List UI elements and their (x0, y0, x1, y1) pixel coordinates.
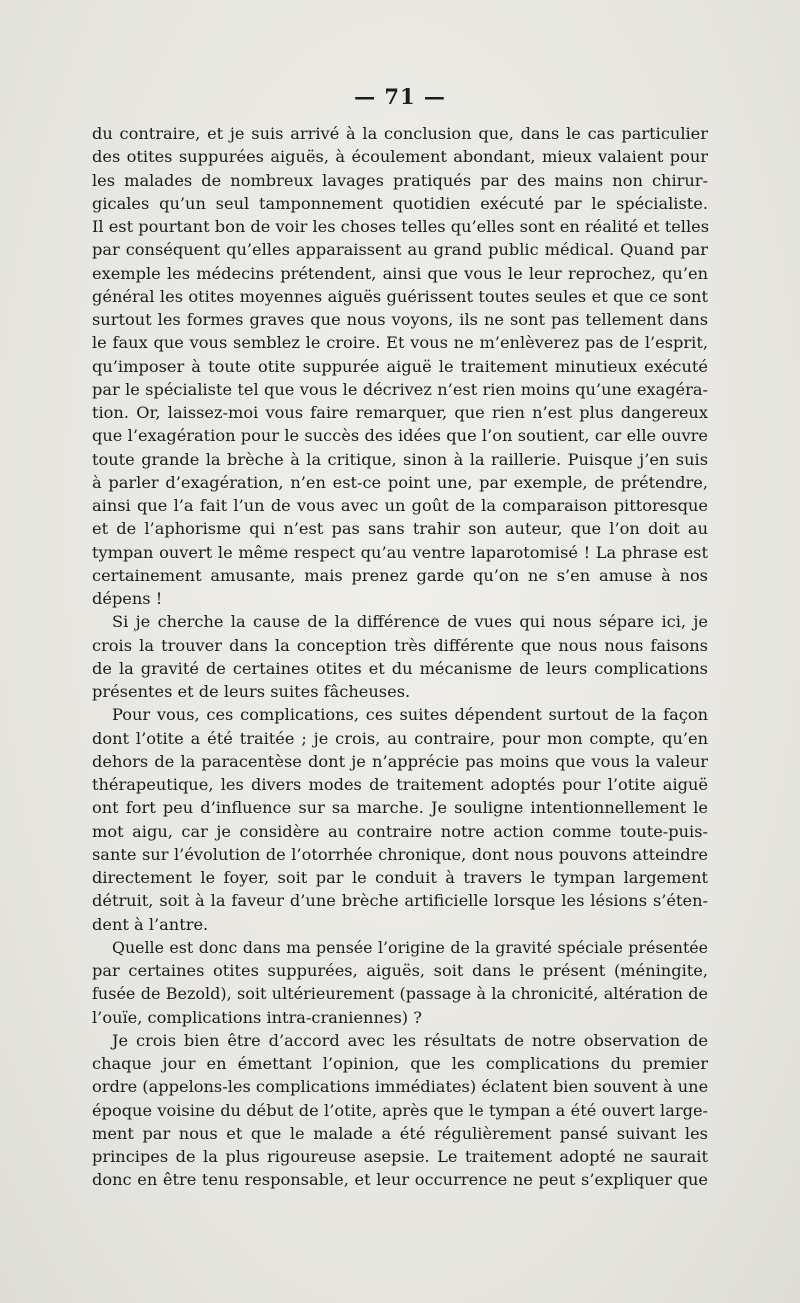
text-line: chaque jour en émettant l’opinion, que les complications du premier (92, 1054, 708, 1073)
text-line: époque voisine du début de l’otite, après que le tympan a été ouvert large- (92, 1100, 708, 1120)
text-line: Je crois bien être d’accord avec les résultats de notre observation de (112, 1030, 708, 1050)
text-line: des otites suppurées aiguës, à écoulement abondant, mieux valaient pour (92, 147, 708, 167)
page-number: — 71 — (354, 84, 446, 109)
text-line: tympan ouvert le même respect qu’au ventre laparotomisé ! La phrase est (92, 542, 708, 562)
text-line: général les otites moyennes aiguës guérissent toutes seules et que ce sont (92, 286, 708, 306)
text-line: surtout les formes graves que nous voyons, ils ne sont pas tellement dans (92, 310, 708, 329)
text-line: dehors de la paracentèse dont je n’apprécie pas moins que vous la valeur (92, 751, 708, 771)
text-line: ment par nous et que le malade a été régulièrement pansé suivant les (92, 1123, 708, 1143)
text-line: fusée de Bezold), soit ultérieurement (passage à la chronicité, altération de (92, 984, 708, 1004)
text-line: ainsi que l’a fait l’un de vous avec un goût de la comparaison pittoresque (92, 496, 708, 515)
text-line: par conséquent qu’elles apparaissent au grand public médical. Quand par (92, 240, 708, 260)
text-line: Pour vous, ces complications, ces suites dépendent surtout de la façon (112, 705, 708, 725)
text-line: l’ouïe, complications intra-craniennes) ? (92, 1007, 422, 1027)
text-line: Il est pourtant bon de voir les choses telles qu’elles sont en réalité et telles (92, 217, 710, 236)
text-line: directement le foyer, soit par le conduit à travers le tympan largement (92, 868, 708, 887)
text-line: le faux que vous semblez le croire. Et vous ne m’enlèverez pas de l’esprit, (92, 333, 708, 353)
text-line: sante sur l’évolution de l’otorrhée chronique, dont nous pouvons atteindre (92, 844, 708, 864)
text-line: crois la trouver dans la conception très différente que nous nous faisons (92, 635, 708, 655)
text-line: présentes et de leurs suites fâcheuses. (92, 682, 411, 701)
text-line: Quelle est donc dans ma pensée l’origine de la gravité spéciale présentée (112, 937, 708, 957)
text-line: ordre (appelons-les complications immédiates) éclatent bien souvent à une (92, 1077, 709, 1097)
text-line: dent à l’antre. (92, 914, 209, 934)
text-line: par certaines otites suppurées, aiguës, soit dans le présent (méningite, (92, 961, 708, 980)
text-line: qu’imposer à toute otite suppurée aiguë le traitement minutieux exécuté (92, 356, 708, 376)
text-line: les malades de nombreux lavages pratiqués par des mains non chirur- (92, 170, 708, 190)
text-line: ont fort peu d’influence sur sa marche. Je souligne intentionnellement le (92, 798, 708, 818)
text-line: gicales qu’un seul tamponnement quotidien exécuté par le spécialiste. (92, 193, 708, 213)
text-line: exemple les médecins prétendent, ainsi que vous le leur reprochez, qu’en (92, 263, 708, 283)
text-line: principes de la plus rigoureuse asepsie. Le traitement adopté ne saurait (92, 1147, 708, 1166)
text-line: tion. Or, laissez-moi vous faire remarquer, que rien n’est plus dangereux (92, 403, 708, 422)
text-line: du contraire, et je suis arrivé à la conclusion que, dans le cas particulier (92, 124, 708, 143)
text-line: et de l’aphorisme qui n’est pas sans trahir son auteur, que l’on doit au (92, 519, 708, 539)
text-line: de la gravité de certaines otites et du mécanisme de leurs complications (92, 658, 708, 678)
text-line: que l’exagération pour le succès des idées que l’on soutient, car elle ouvre (92, 426, 708, 446)
text-line: par le spécialiste tel que vous le décrivez n’est rien moins qu’une exagéra- (92, 379, 708, 399)
text-line: Si je cherche la cause de la différence de vues qui nous sépare ici, je (112, 612, 708, 632)
text-line: donc en être tenu responsable, et leur occurrence ne peut s’expliquer que (92, 1170, 708, 1190)
text-line: détruit, soit à la faveur d’une brèche artificielle lorsque les lésions s’éten- (92, 891, 708, 911)
text-line: dépens ! (92, 589, 163, 608)
body-text (92, 122, 708, 1192)
text-line: toute grande la brèche à la critique, sinon à la raillerie. Puisque j’en suis (92, 449, 708, 469)
text-line: thérapeutique, les divers modes de traitement adoptés pour l’otite aiguë (92, 775, 708, 794)
text-line: certainement amusante, mais prenez garde qu’on ne s’en amuse à nos (92, 565, 708, 585)
text-line: à parler d’exagération, n’en est-ce point une, par exemple, de prétendre, (92, 472, 708, 492)
text-line: mot aigu, car je considère au contraire notre action comme toute-puis- (92, 821, 708, 841)
text-line: dont l’otite a été traitée ; je crois, au contraire, pour mon compte, qu’en (92, 728, 708, 748)
